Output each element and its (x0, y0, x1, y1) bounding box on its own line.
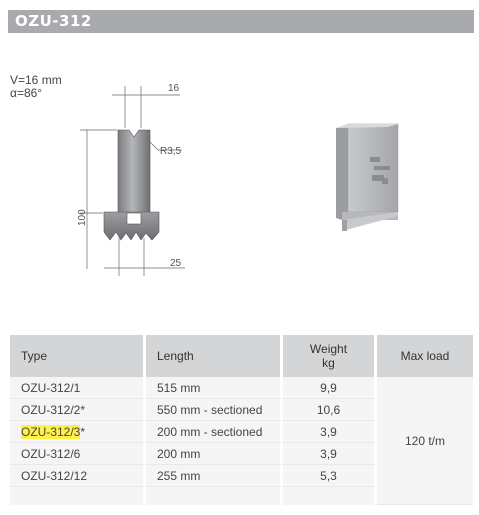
row-type: OZU-312/6 (10, 443, 146, 465)
row-type: OZU-312/1 (10, 377, 146, 399)
header-weight-unit: kg (322, 356, 335, 370)
row-weight: 10,6 (283, 399, 377, 421)
row-length: 255 mm (146, 465, 283, 487)
highlighted-type: OZU-312/3 (21, 424, 81, 439)
table-row (10, 377, 473, 399)
row-length: 200 mm - sectioned (146, 421, 283, 443)
row-weight: 3,9 (283, 443, 377, 465)
die-profile (104, 130, 159, 240)
dim-radius: R3,5 (160, 146, 182, 157)
product-title: OZU-312 (15, 12, 92, 30)
row-weight: 5,3 (283, 465, 377, 487)
row-weight: 9,9 (283, 377, 377, 399)
row-length: 550 mm - sectioned (146, 399, 283, 421)
row-type: OZU-312/2* (10, 399, 146, 421)
product-image (336, 124, 398, 231)
dim-height: 100 (77, 209, 88, 226)
table-header (10, 335, 473, 377)
type-suffix: * (80, 424, 86, 439)
max-load-value: 120 t/m (377, 377, 473, 505)
dim-width-bottom: 25 (170, 258, 182, 269)
spec-table (10, 335, 473, 505)
header-weight-label: Weight (309, 342, 348, 356)
header-max-load: Max load (377, 335, 473, 377)
header-weight (283, 335, 377, 377)
row-length: 200 mm (146, 443, 283, 465)
row-type: OZU-312/12 (10, 465, 146, 487)
v-opening: V=16 mm (10, 73, 62, 87)
row-length: 515 mm (146, 377, 283, 399)
dim-width-top: 16 (168, 83, 180, 94)
row-type (10, 421, 146, 443)
header-type: Type (10, 335, 146, 377)
angle: α=86° (10, 86, 43, 100)
header-length: Length (146, 335, 283, 377)
row-weight: 3,9 (283, 421, 377, 443)
